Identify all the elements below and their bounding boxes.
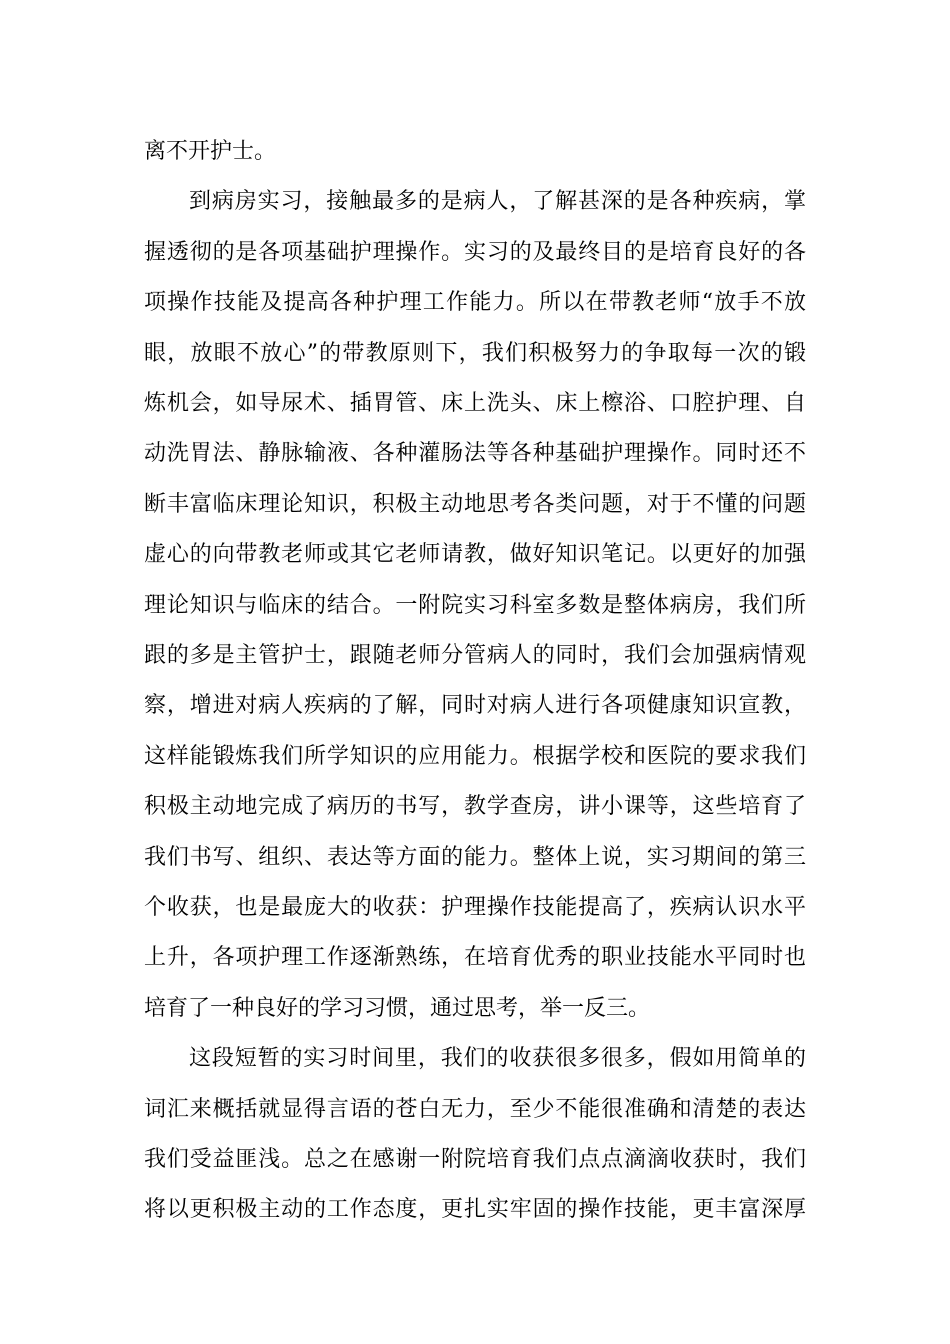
text-line: 动洗胃法、静脉输液、各种灌肠法等各种基础护理操作。同时还不 bbox=[144, 441, 806, 466]
text-line: 到病房实习，接触最多的是病人，了解甚深的是各种疾病，掌 bbox=[189, 189, 806, 214]
text-line: 握透彻的是各项基础护理操作。实习的及最终目的是培育良好的各 bbox=[144, 240, 806, 265]
text-line: 炼机会，如导尿术、插胃管、床上洗头、床上檫浴、口腔护理、自 bbox=[144, 391, 806, 416]
text-line: 上升，各项护理工作逐渐熟练，在培育优秀的职业技能水平同时也 bbox=[144, 945, 806, 970]
text-line: 培育了一种良好的学习习惯，通过思考，举一反三。 bbox=[144, 996, 651, 1021]
text-line: 将以更积极主动的工作态度，更扎实牢固的操作技能，更丰富深厚 bbox=[144, 1197, 806, 1222]
text-line: 积极主动地完成了病历的书写，教学查房，讲小课等，这些培育了 bbox=[144, 794, 806, 819]
text-line: 我们书写、组织、表达等方面的能力。整体上说，实习期间的第三 bbox=[144, 845, 806, 870]
text-line: 察，增进对病人疾病的了解，同时对病人进行各项健康知识宣教， bbox=[144, 693, 806, 718]
text-line: 个收获，也是最庞大的收获：护理操作技能提高了，疾病认识水平 bbox=[144, 895, 806, 920]
text-line: 理论知识与临床的结合。一附院实习科室多数是整体病房，我们所 bbox=[144, 593, 806, 618]
text-line: 跟的多是主管护士，跟随老师分管病人的同时，我们会加强病情观 bbox=[144, 643, 806, 668]
text-line: 项操作技能及提高各种护理工作能力。所以在带教老师“放手不放 bbox=[144, 290, 806, 315]
text-line: 离不开护士。 bbox=[144, 139, 277, 164]
text-line: 词汇来概括就显得言语的苍白无力，至少不能很准确和清楚的表达 bbox=[144, 1097, 806, 1122]
text-line: 虚心的向带教老师或其它老师请教，做好知识笔记。以更好的加强 bbox=[144, 542, 806, 567]
text-line: 这段短暂的实习时间里，我们的收获很多很多，假如用简单的 bbox=[189, 1046, 806, 1071]
text-line: 断丰富临床理论知识，积极主动地思考各类问题，对于不懂的问题 bbox=[144, 492, 806, 517]
text-line: 这样能锻炼我们所学知识的应用能力。根据学校和医院的要求我们 bbox=[144, 744, 806, 769]
text-line: 眼，放眼不放心”的带教原则下，我们积极努力的争取每一次的锻 bbox=[144, 341, 806, 366]
text-line: 我们受益匪浅。总之在感谢一附院培育我们点点滴滴收获时，我们 bbox=[144, 1147, 806, 1172]
